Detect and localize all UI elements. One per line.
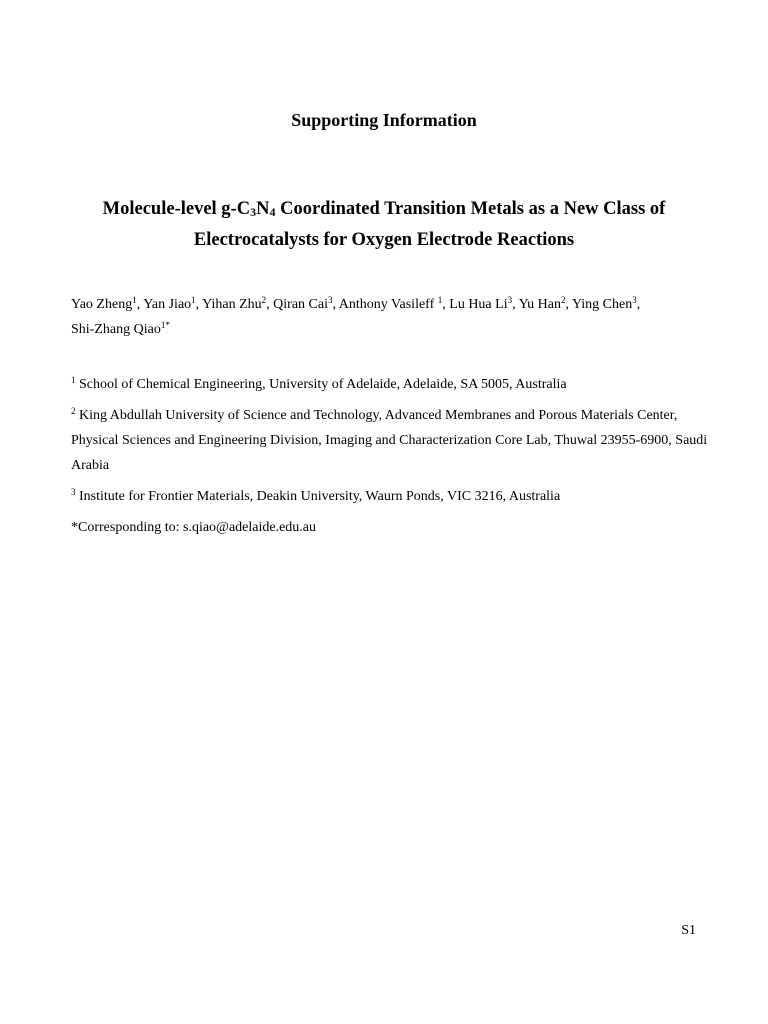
affiliation-1 [71,372,711,397]
author-name: Anthony Vasileff [338,297,438,312]
author-name: Yihan Zhu [202,297,262,312]
page-number: S1 [681,923,696,938]
title-subscript: 4 [269,205,276,219]
title-part: N [256,199,270,219]
author-list [71,292,711,342]
affiliation-text: School of Chemical Engineering, University of Adelaide, Adelaide, SA 5005, Australia [75,377,567,392]
author-name: Shi-Zhang Qiao [71,322,161,337]
author-separator: , [442,297,450,312]
author-name: Ying Chen [571,297,633,312]
author-separator: , [195,297,203,312]
corresponding-author: *Corresponding to: s.qiao@adelaide.edu.au [71,520,316,535]
author-affiliation-mark: 2 [261,295,267,305]
affiliation-mark: 3 [71,487,76,497]
title-part: Coordinated Transition Metals as a New Class of [275,199,666,219]
title-part: Electrocatalysts for Oxygen Electrode Reactions [193,230,575,250]
supporting-information-heading: Supporting Information [291,110,477,130]
author-name: Yao Zheng [71,297,133,312]
author-affiliation-mark: 1 [437,295,443,305]
author-affiliation-mark: 3 [632,295,637,305]
author-affiliation-mark: 3 [507,295,513,305]
author-separator: , [332,297,339,312]
affiliation-text: Institute for Frontier Materials, Deakin University, Waurn Ponds, VIC 3216, Australia [75,489,561,504]
author-separator: , [266,297,274,312]
author-affiliation-mark: 3 [327,295,333,305]
author-name: Yu Han [518,297,561,312]
author-affiliation-mark: 1 [191,295,196,305]
author-separator: , [136,297,144,312]
author-separator: , [636,297,641,312]
affiliation-3 [71,484,711,509]
author-name: Yan Jiao [143,297,192,312]
affiliation-2 [71,403,711,478]
author-separator: , [565,297,572,312]
affiliation-mark: 1 [71,375,76,385]
affiliation-text: King Abdullah University of Science and Technology, Advanced Membranes and Porous Materials Center, Physical Sciences and Engineering Division, Imaging and Characterization Core Lab, Thuwal 23955-6900, Saudi Arabia [71,408,708,473]
title-part: Molecule-level g-C [102,199,251,219]
author-name: Lu Hua Li [449,297,508,312]
paper-title [60,194,708,256]
author-affiliation-mark: 2 [560,295,566,305]
author-affiliation-mark: 1* [160,320,170,330]
title-subscript: 3 [250,205,257,219]
author-affiliation-mark: 1 [132,295,137,305]
author-separator: , [512,297,519,312]
affiliation-mark: 2 [71,406,76,416]
author-name: Qiran Cai [273,297,328,312]
